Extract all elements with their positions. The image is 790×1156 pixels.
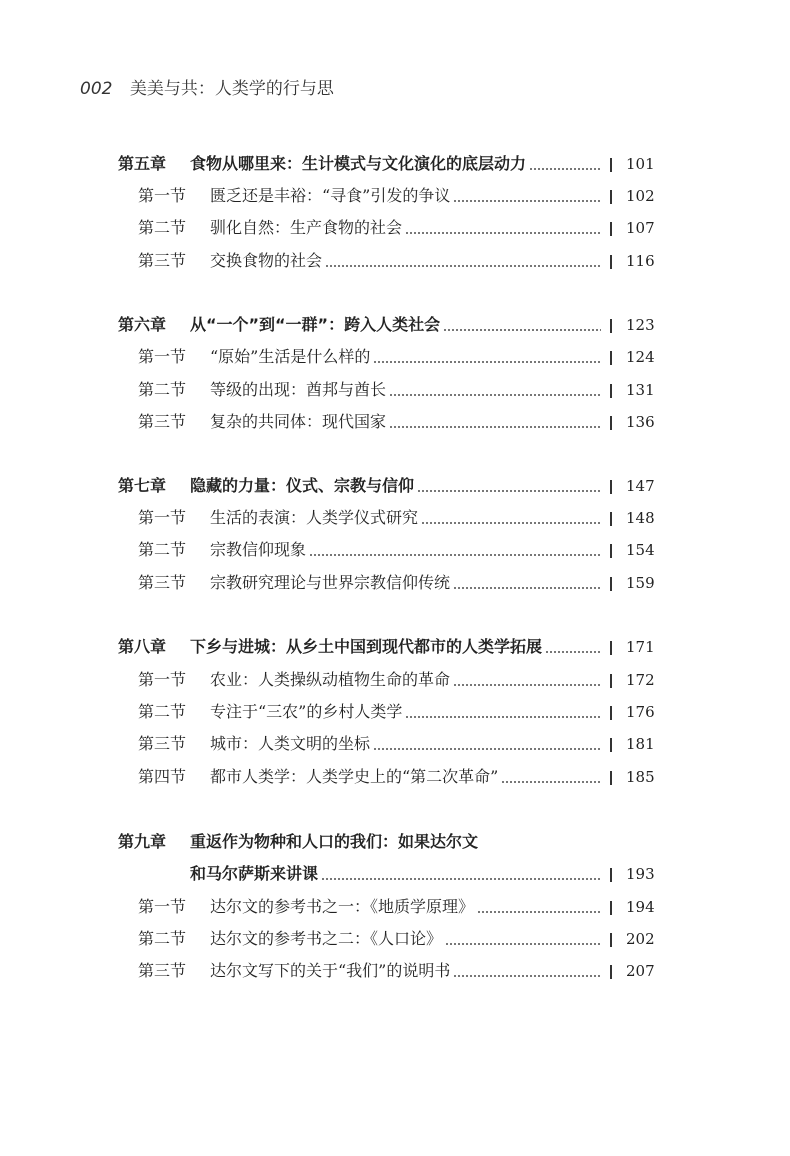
toc-chapter-row	[0, 830, 790, 854]
separator-bar	[610, 190, 612, 204]
dot-leader	[405, 716, 601, 718]
section-label: 第四节	[138, 767, 187, 786]
toc-chapter-row	[0, 313, 790, 337]
toc-section-row	[0, 506, 790, 530]
section-label: 第三节	[138, 251, 187, 270]
dot-leader	[529, 168, 601, 170]
running-head	[80, 74, 334, 99]
section-title: 等级的出现：酋邦与酋长	[210, 380, 387, 399]
toc-section-row	[0, 571, 790, 595]
separator-bar	[610, 255, 612, 269]
toc-chapter-row-continued	[0, 862, 790, 886]
toc-section-row	[0, 249, 790, 273]
dot-leader	[445, 943, 601, 945]
separator-bar	[610, 901, 612, 915]
toc-chapter-row	[0, 635, 790, 659]
page-number: 107	[626, 219, 655, 237]
section-title: 生活的表演：人类学仪式研究	[210, 508, 419, 527]
separator-bar	[610, 416, 612, 430]
separator-bar	[610, 512, 612, 526]
section-label: 第三节	[138, 412, 187, 431]
toc-section-row	[0, 345, 790, 369]
page-number: 124	[626, 348, 655, 366]
dot-leader	[389, 394, 601, 396]
section-title: 达尔文的参考书之二：《人口论》	[210, 929, 443, 948]
section-label: 第一节	[138, 186, 187, 205]
separator-bar	[610, 384, 612, 398]
dot-leader	[373, 361, 601, 363]
toc-section-row	[0, 216, 790, 240]
separator-bar	[610, 965, 612, 979]
section-title: 城市：人类文明的坐标	[210, 734, 371, 753]
separator-bar	[610, 577, 612, 591]
toc-section-row	[0, 732, 790, 756]
chapter-label: 第六章	[118, 315, 167, 334]
separator-bar	[610, 738, 612, 752]
section-label: 第一节	[138, 897, 187, 916]
chapter-title-continued: 和马尔萨斯来讲课	[190, 864, 319, 883]
chapter-label: 第五章	[118, 154, 167, 173]
section-title: 宗教研究理论与世界宗教信仰传统	[210, 573, 451, 592]
dot-leader	[321, 878, 601, 880]
section-label: 第三节	[138, 961, 187, 980]
section-label: 第二节	[138, 929, 187, 948]
toc-chapter-row	[0, 474, 790, 498]
page-number: 202	[626, 930, 655, 948]
toc-section-row	[0, 927, 790, 951]
section-title: 宗教信仰现象	[210, 540, 307, 559]
chapter-title: 隐藏的力量：仪式、宗教与信仰	[190, 476, 415, 495]
page-number: 101	[626, 155, 655, 173]
chapter-title: 食物从哪里来：生计模式与文化演化的底层动力	[190, 154, 527, 173]
toc-section-row	[0, 184, 790, 208]
section-title: 驯化自然：生产食物的社会	[210, 218, 403, 237]
dot-leader	[453, 587, 601, 589]
dot-leader	[417, 490, 601, 492]
page-number: 116	[626, 252, 655, 270]
dot-leader	[405, 232, 601, 234]
section-label: 第二节	[138, 540, 187, 559]
section-label: 第三节	[138, 573, 187, 592]
section-title: 达尔文写下的关于“我们”的说明书	[210, 961, 451, 980]
separator-bar	[610, 771, 612, 785]
chapter-title: 从“一个”到“一群”：跨入人类社会	[190, 315, 441, 334]
page-number: 147	[626, 477, 655, 495]
section-label: 第二节	[138, 218, 187, 237]
section-label: 第一节	[138, 508, 187, 527]
dot-leader	[443, 329, 601, 331]
dot-leader	[453, 684, 601, 686]
dot-leader	[373, 748, 601, 750]
page-number: 131	[626, 381, 655, 399]
page-number: 171	[626, 638, 655, 656]
page-number: 136	[626, 413, 655, 431]
section-title: “原始”生活是什么样的	[210, 347, 371, 366]
header-page-number: 002	[80, 79, 113, 99]
section-label: 第二节	[138, 702, 187, 721]
page-number: 207	[626, 962, 655, 980]
chapter-label: 第七章	[118, 476, 167, 495]
dot-leader	[421, 522, 601, 524]
chapter-title: 下乡与进城：从乡土中国到现代都市的人类学拓展	[190, 637, 543, 656]
separator-bar	[610, 706, 612, 720]
dot-leader	[453, 975, 601, 977]
dot-leader	[389, 426, 601, 428]
section-title: 复杂的共同体：现代国家	[210, 412, 387, 431]
toc-section-row	[0, 378, 790, 402]
page-number: 154	[626, 541, 655, 559]
page-number: 159	[626, 574, 655, 592]
header-book-title: 美美与共：人类学的行与思	[129, 79, 334, 99]
page-number: 176	[626, 703, 655, 721]
section-title: 都市人类学：人类学史上的“第二次革命”	[210, 767, 499, 786]
section-label: 第一节	[138, 347, 187, 366]
section-label: 第二节	[138, 380, 187, 399]
separator-bar	[610, 544, 612, 558]
separator-bar	[610, 319, 612, 333]
section-label: 第三节	[138, 734, 187, 753]
toc-section-row	[0, 895, 790, 919]
page-number: 185	[626, 768, 655, 786]
page-number: 172	[626, 671, 655, 689]
section-title: 达尔文的参考书之一：《地质学原理》	[210, 897, 475, 916]
toc-chapter-row	[0, 152, 790, 176]
chapter-label: 第八章	[118, 637, 167, 656]
separator-bar	[610, 933, 612, 947]
dot-leader	[453, 200, 601, 202]
separator-bar	[610, 351, 612, 365]
separator-bar	[610, 641, 612, 655]
toc-section-row	[0, 765, 790, 789]
dot-leader	[477, 911, 601, 913]
page-number: 148	[626, 509, 655, 527]
toc-section-row	[0, 410, 790, 434]
dot-leader	[501, 781, 601, 783]
section-label: 第一节	[138, 670, 187, 689]
section-title: 专注于“三农”的乡村人类学	[210, 702, 403, 721]
page-number: 102	[626, 187, 655, 205]
page-number: 194	[626, 898, 655, 916]
dot-leader	[309, 554, 601, 556]
toc-section-row	[0, 668, 790, 692]
toc-section-row	[0, 959, 790, 983]
section-title: 农业：人类操纵动植物生命的革命	[210, 670, 451, 689]
separator-bar	[610, 868, 612, 882]
chapter-label: 第九章	[118, 832, 167, 851]
page-number: 123	[626, 316, 655, 334]
separator-bar	[610, 222, 612, 236]
section-title: 交换食物的社会	[210, 251, 323, 270]
separator-bar	[610, 480, 612, 494]
toc-section-row	[0, 700, 790, 724]
dot-leader	[325, 265, 601, 267]
chapter-title: 重返作为物种和人口的我们：如果达尔文	[190, 832, 479, 851]
toc-section-row	[0, 538, 790, 562]
section-title: 匮乏还是丰裕：“寻食”引发的争议	[210, 186, 451, 205]
dot-leader	[545, 651, 601, 653]
separator-bar	[610, 158, 612, 172]
page-number: 193	[626, 865, 655, 883]
page-number: 181	[626, 735, 655, 753]
separator-bar	[610, 674, 612, 688]
